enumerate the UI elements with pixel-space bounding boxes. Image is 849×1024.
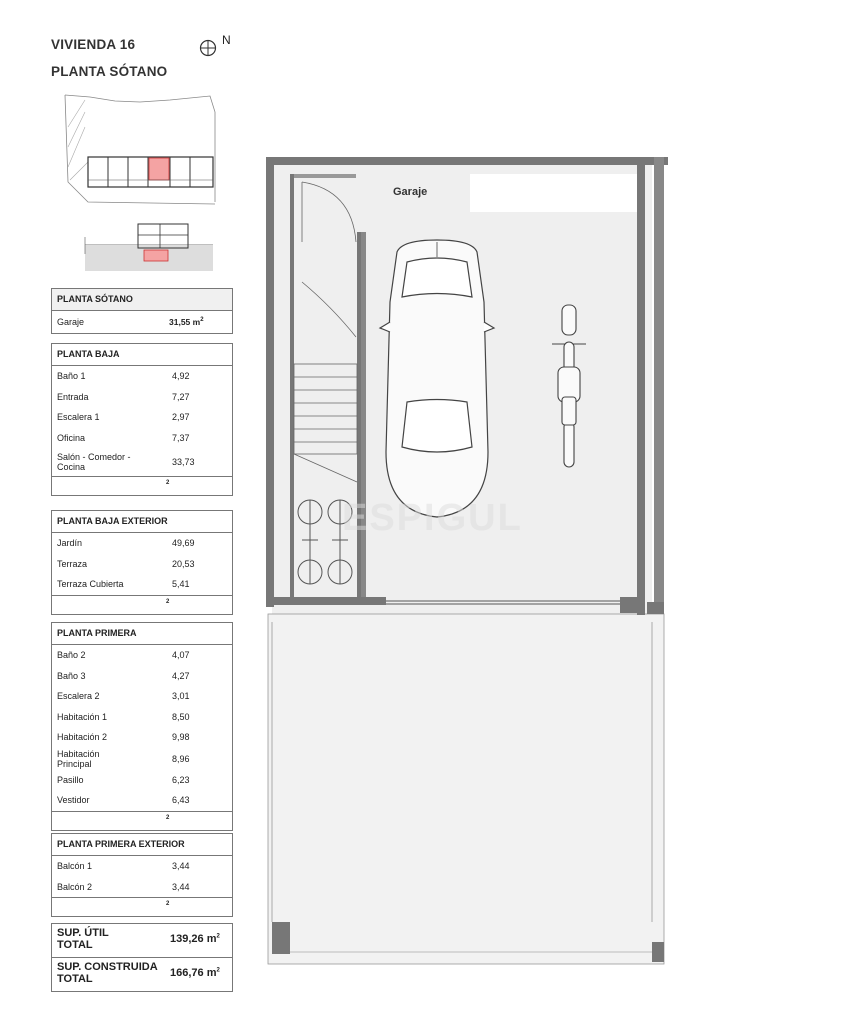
table-title: PLANTA PRIMERA EXTERIOR bbox=[52, 834, 232, 856]
table-title: PLANTA BAJA EXTERIOR bbox=[52, 511, 232, 533]
table-row bbox=[52, 748, 232, 770]
table-row bbox=[52, 366, 232, 387]
table-planta-baja-exterior bbox=[51, 510, 233, 615]
row-value: 4,27 bbox=[172, 670, 190, 681]
table-planta-baja bbox=[51, 343, 233, 496]
table-row bbox=[52, 387, 232, 408]
table-row bbox=[52, 428, 232, 449]
summary-util bbox=[51, 923, 233, 958]
room-label-garaje: Garaje bbox=[393, 186, 428, 198]
row-value: 6,23 bbox=[172, 774, 190, 785]
summary-value: 139,26 $m^2$ bbox=[170, 933, 220, 945]
row-label: Baño 1 bbox=[57, 371, 86, 382]
floor-title: PLANTA SÓTANO bbox=[51, 64, 168, 79]
table-planta-sotano bbox=[51, 288, 233, 334]
row-value: 33,73 bbox=[172, 457, 195, 467]
watermark: ESPIGUL bbox=[342, 497, 523, 539]
table-row bbox=[52, 311, 232, 333]
north-arrow bbox=[199, 35, 239, 65]
table-title: PLANTA SÓTANO bbox=[52, 289, 232, 311]
row-value: 4,07 bbox=[172, 650, 190, 661]
row-value: 5,41 bbox=[172, 579, 190, 590]
table-planta-primera bbox=[51, 622, 233, 831]
table-row bbox=[52, 574, 232, 595]
table-row bbox=[52, 790, 232, 811]
summary-label: SUP. CONSTRUIDA TOTAL bbox=[57, 961, 158, 985]
row-label: Garaje bbox=[57, 317, 85, 327]
table-total: 2 bbox=[52, 476, 232, 495]
table-row bbox=[52, 856, 232, 877]
row-label: Balcón 1 bbox=[57, 861, 93, 872]
row-value: 9,98 bbox=[172, 732, 190, 743]
table-row bbox=[52, 770, 232, 791]
row-label: Baño 3 bbox=[57, 670, 86, 681]
row-value: 31,55 $m^2$ bbox=[169, 317, 204, 327]
row-label: Habitación Principal bbox=[57, 748, 100, 769]
key-plan bbox=[60, 92, 220, 282]
row-value: 8,50 bbox=[172, 711, 190, 722]
north-label: N bbox=[222, 33, 231, 47]
table-row bbox=[52, 686, 232, 707]
table-total: 2 bbox=[52, 811, 232, 830]
table-row bbox=[52, 877, 232, 898]
table-row bbox=[52, 707, 232, 728]
row-label: Habitación 2 bbox=[57, 732, 108, 743]
row-value: 49,69 bbox=[172, 538, 195, 549]
summary-value: 166,76 $m^2$ bbox=[170, 967, 220, 979]
table-title: PLANTA PRIMERA bbox=[52, 623, 232, 645]
row-label: Jardín bbox=[57, 538, 83, 549]
table-row bbox=[52, 448, 232, 476]
table-planta-primera-exterior bbox=[51, 833, 233, 917]
table-row bbox=[52, 554, 232, 575]
table-row bbox=[52, 645, 232, 666]
row-value: 8,96 bbox=[172, 753, 190, 764]
row-value: 3,44 bbox=[172, 861, 190, 872]
row-value: 20,53 bbox=[172, 558, 195, 569]
summary-construida bbox=[51, 957, 233, 992]
row-value: 7,27 bbox=[172, 391, 190, 402]
floor-plan bbox=[262, 152, 672, 972]
table-title: PLANTA BAJA bbox=[52, 344, 232, 366]
row-value: 4,92 bbox=[172, 371, 190, 382]
table-row bbox=[52, 666, 232, 687]
highlighted-unit bbox=[149, 158, 169, 180]
table-total: 2 bbox=[52, 595, 232, 614]
row-label: Escalera 2 bbox=[57, 691, 100, 702]
house-title: VIVIENDA 16 bbox=[51, 37, 136, 52]
row-value: 3,01 bbox=[172, 691, 190, 702]
summary-label: SUP. ÚTIL TOTAL bbox=[57, 927, 109, 951]
row-label: Salón - Comedor - Cocina bbox=[57, 452, 131, 472]
compass-icon bbox=[199, 39, 219, 59]
row-label: Baño 2 bbox=[57, 650, 86, 661]
row-label: Habitación 1 bbox=[57, 711, 108, 722]
car-icon bbox=[380, 240, 494, 517]
table-row bbox=[52, 727, 232, 748]
row-value: 2,97 bbox=[172, 412, 190, 423]
row-label: Terraza Cubierta bbox=[57, 579, 124, 590]
row-label: Escalera 1 bbox=[57, 412, 100, 423]
table-row bbox=[52, 533, 232, 554]
table-total: 2 bbox=[52, 897, 232, 916]
row-value: 6,43 bbox=[172, 795, 190, 806]
table-row bbox=[52, 407, 232, 428]
row-label: Oficina bbox=[57, 432, 86, 443]
row-label: Balcón 2 bbox=[57, 881, 93, 892]
row-value: 3,44 bbox=[172, 881, 190, 892]
row-value: 7,37 bbox=[172, 432, 190, 443]
row-label: Entrada bbox=[57, 391, 89, 402]
highlighted-section bbox=[144, 250, 168, 261]
row-label: Terraza bbox=[57, 558, 88, 569]
row-label: Vestidor bbox=[57, 795, 90, 806]
row-label: Pasillo bbox=[57, 774, 84, 785]
